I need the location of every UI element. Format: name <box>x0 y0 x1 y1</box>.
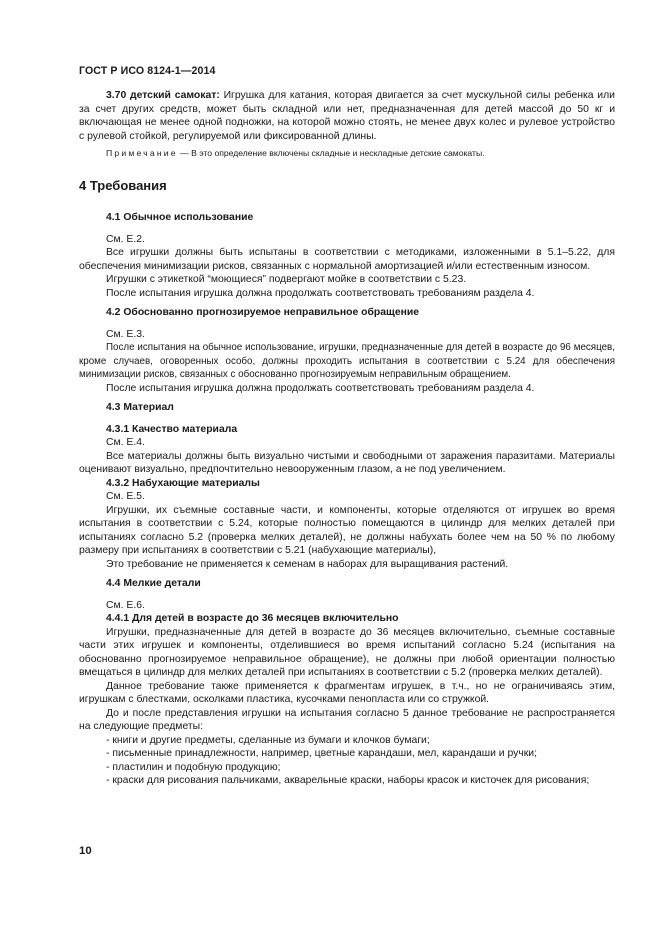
section-4-heading: 4 Требования <box>79 178 167 193</box>
page-number: 10 <box>79 845 92 857</box>
section-4-2-paragraph-2: После испытания игрушка должна продолжать соответствовать требованиям раздела 4. <box>106 382 535 394</box>
section-4-3-1-see: См. Е.4. <box>106 437 145 448</box>
document-body <box>79 89 615 788</box>
note-text: — В это определение включены складные и нескладные детские самокаты. <box>177 148 485 158</box>
section-4-2-paragraph-1: После испытания на обычное использование, игрушки, предназначенные для детей в возрасте до 96 месяцев, кроме случаев, оговоренных особо, должны проходить испытания в соответствии с 5.24 для обеспечения минимизации рисков, связанных с обоснованно прогнозируемым неправильным обращением. <box>79 342 615 380</box>
section-4-1-see: См. Е.2. <box>106 233 145 245</box>
section-4-3-2-heading: 4.3.2 Набухающие материалы <box>106 477 260 489</box>
section-4-3-1-heading: 4.3.1 Качество материала <box>106 423 238 435</box>
section-4-2-heading: 4.2 Обоснованно прогнозируемое неправильное обращение <box>106 307 420 318</box>
section-4-2-see: См. Е.3. <box>106 328 145 340</box>
section-4-4-1-paragraph-2: Данное требование также применяется к фрагментам игрушек, в т.ч., но не ограничиваясь этим, игрушкам с блестками, осколками пластика, кусочками пенопласта или со стружкой. <box>79 680 615 705</box>
document-header: ГОСТ Р ИСО 8124-1—2014 <box>79 65 216 77</box>
section-4-1-paragraph-3: После испытания игрушка должна продолжать соответствовать требованиям раздела 4. <box>106 287 535 299</box>
list-item: - пластилин и подобную продукцию; <box>106 761 281 773</box>
section-4-4-heading: 4.4 Мелкие детали <box>106 578 201 589</box>
section-4-3-2-paragraph-2: Это требование не применяется к семенам в наборах для выращивания растений. <box>106 558 509 570</box>
section-4-3-heading: 4.3 Материал <box>106 402 174 413</box>
note-label: Примечание <box>106 148 178 158</box>
section-4-4-1-paragraph-3: До и после представления игрушки на испытания согласно 5 данное требование не распространяется на следующие предметы: <box>79 707 615 732</box>
definition-paragraph <box>79 89 615 143</box>
section-4-1-heading: 4.1 Обычное использование <box>106 212 254 223</box>
section-4-1-paragraph-2: Игрушки с этикеткой “моющиеся” подвергают мойке в соответствии с 5.23. <box>106 274 467 285</box>
definition-text: Игрушка для катания, которая двигается за счет мускульной силы ребенка или за счет других средств, может быть складной или нет, предназначенная для детей массой до 50 кг и включающая не менее одной подножки, на которой можно стоять, не менее двух колес и рулевое устройство с рулевой стойкой, регулируемой или фиксированной длины. <box>79 90 615 142</box>
section-4-3-2-paragraph-1: Игрушки, их съемные составные части, и компоненты, которые отделяются от игрушек во время испытания в соответствии с 5.24, которые полностью помещаются в цилиндр для мелких деталей при испытаниях согласно 5.2 (проверка мелких деталей), не должны набухать более чем на 50 % по любому размеру при испытаниях в соответствии с 5.21 (набухающие материалы), <box>79 504 615 556</box>
section-4-4-1-paragraph-1: Игрушки, предназначенные для детей в возрасте до 36 месяцев включительно, съемные составные части этих игрушек и компоненты, отделившиеся во время испытаний согласно 5.24 (испытания на обоснованно прогнозируемое неправильное обращение), не должны при любой ориентации полностью вмещаться в цилиндр для мелких деталей при испытаниях в соответствии с 5.2 (проверка мелких деталей). <box>79 626 615 678</box>
section-4-4-see: См. Е.6. <box>106 599 145 611</box>
definition-term: 3.70 детский самокат: <box>106 90 220 101</box>
section-4-3-2-see: См. Е.5. <box>106 491 145 502</box>
note-paragraph <box>79 148 615 159</box>
section-4-1-paragraph-1: Все игрушки должны быть испытаны в соответствии с методиками, изложенными в 5.1–5.22, для обеспечения минимизации рисков, связанных с нормальной амортизацией и/или естественным износом. <box>79 247 615 272</box>
list-item: - книги и другие предметы, сделанные из бумаги и клочков бумаги; <box>106 734 430 746</box>
section-4-4-1-heading: 4.4.1 Для детей в возрасте до 36 месяцев включительно <box>106 613 399 624</box>
list-item: - краски для рисования пальчиками, акварельные краски, наборы красок и кисточек для рисования; <box>106 775 590 786</box>
list-item: - письменные принадлежности, например, цветные карандаши, мел, карандаши и ручки; <box>106 748 537 759</box>
section-4-3-1-paragraph-1: Все материалы должны быть визуально чистыми и свободными от заражения паразитами. Материалы оценивают визуально, предпочтительно невооруженным глазом, а не под увеличением. <box>79 450 615 475</box>
